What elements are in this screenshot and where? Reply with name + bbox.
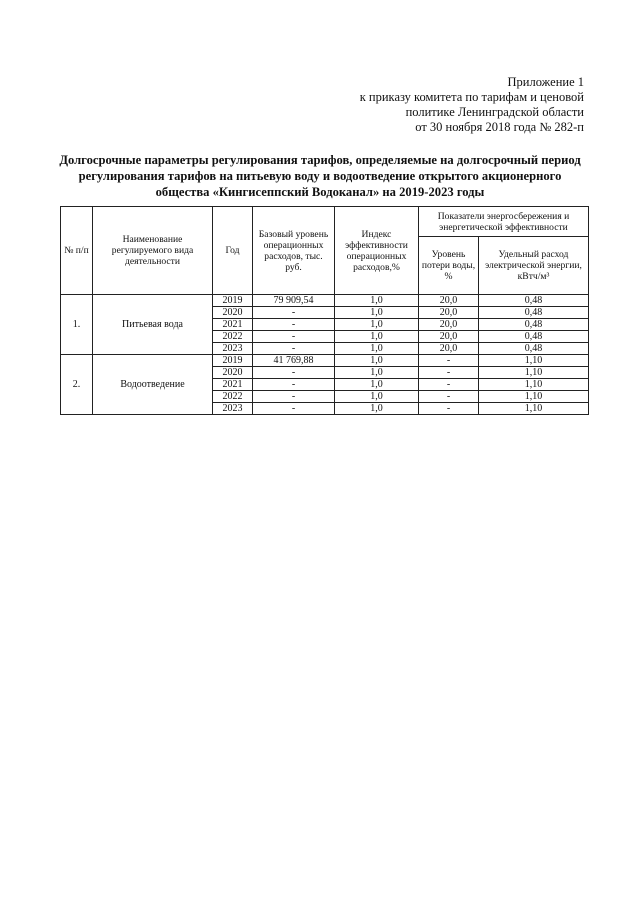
cell-loss: - — [419, 403, 479, 415]
cell-index: 1,0 — [335, 367, 419, 379]
cell-index: 1,0 — [335, 355, 419, 367]
cell-year: 2022 — [213, 331, 253, 343]
cell-loss: 20,0 — [419, 343, 479, 355]
cell-energy: 1,10 — [479, 391, 589, 403]
cell-index: 1,0 — [335, 331, 419, 343]
cell-year: 2023 — [213, 343, 253, 355]
cell-loss: 20,0 — [419, 307, 479, 319]
cell-index: 1,0 — [335, 403, 419, 415]
row-num: 1. — [61, 295, 93, 355]
row-num: 2. — [61, 355, 93, 415]
header-activity: Наименование регулируемого вида деятельности — [93, 207, 213, 295]
cell-year: 2023 — [213, 403, 253, 415]
cell-loss: - — [419, 391, 479, 403]
cell-energy: 1,10 — [479, 403, 589, 415]
cell-energy: 0,48 — [479, 343, 589, 355]
header-water-loss: Уровень потери воды, % — [419, 237, 479, 295]
row-activity: Питьевая вода — [93, 295, 213, 355]
header-num: № п/п — [61, 207, 93, 295]
title-line: регулирования тарифов на питьевую воду и водоотведение открытого акционерного — [78, 169, 562, 183]
cell-index: 1,0 — [335, 391, 419, 403]
cell-loss: 20,0 — [419, 319, 479, 331]
cell-base: - — [253, 319, 335, 331]
cell-index: 1,0 — [335, 295, 419, 307]
header-energy-group: Показатели энергосбережения и энергетической эффективности — [419, 207, 589, 237]
document-title — [42, 152, 598, 200]
cell-base: - — [253, 343, 335, 355]
parameters-table-wrap — [60, 206, 588, 415]
cell-base: - — [253, 307, 335, 319]
cell-index: 1,0 — [335, 319, 419, 331]
appendix-line: к приказу комитета по тарифам и ценовой — [359, 90, 584, 104]
appendix-line: от 30 ноября 2018 года № 282-п — [415, 120, 584, 134]
cell-loss: - — [419, 379, 479, 391]
cell-year: 2020 — [213, 307, 253, 319]
cell-base: - — [253, 367, 335, 379]
cell-index: 1,0 — [335, 379, 419, 391]
cell-year: 2022 — [213, 391, 253, 403]
appendix-line: политике Ленинградской области — [405, 105, 584, 119]
parameters-table — [60, 206, 589, 415]
cell-energy: 1,10 — [479, 379, 589, 391]
cell-loss: 20,0 — [419, 295, 479, 307]
header-efficiency-index: Индекс эффективности операционных расходов,% — [335, 207, 419, 295]
header-base-expenses: Базовый уровень операционных расходов, тыс. руб. — [253, 207, 335, 295]
appendix-block — [360, 75, 584, 135]
cell-index: 1,0 — [335, 343, 419, 355]
header-year: Год — [213, 207, 253, 295]
cell-energy: 0,48 — [479, 331, 589, 343]
cell-base: - — [253, 379, 335, 391]
cell-loss: - — [419, 367, 479, 379]
cell-base: 41 769,88 — [253, 355, 335, 367]
cell-year: 2021 — [213, 379, 253, 391]
cell-base: - — [253, 391, 335, 403]
row-activity: Водоотведение — [93, 355, 213, 415]
cell-loss: - — [419, 355, 479, 367]
cell-energy: 0,48 — [479, 319, 589, 331]
cell-year: 2019 — [213, 355, 253, 367]
cell-loss: 20,0 — [419, 331, 479, 343]
cell-base: - — [253, 403, 335, 415]
cell-year: 2021 — [213, 319, 253, 331]
cell-index: 1,0 — [335, 307, 419, 319]
cell-energy: 1,10 — [479, 355, 589, 367]
cell-base: 79 909,54 — [253, 295, 335, 307]
cell-base: - — [253, 331, 335, 343]
header-electricity: Удельный расход электрической энергии, кВтч/м³ — [479, 237, 589, 295]
cell-energy: 1,10 — [479, 367, 589, 379]
cell-year: 2019 — [213, 295, 253, 307]
cell-energy: 0,48 — [479, 307, 589, 319]
cell-energy: 0,48 — [479, 295, 589, 307]
appendix-line: Приложение 1 — [507, 75, 584, 89]
title-line: общества «Кингисеппский Водоканал» на 2019-2023 годы — [155, 185, 485, 199]
title-line: Долгосрочные параметры регулирования тарифов, определяемые на долгосрочный период — [59, 153, 581, 167]
cell-year: 2020 — [213, 367, 253, 379]
